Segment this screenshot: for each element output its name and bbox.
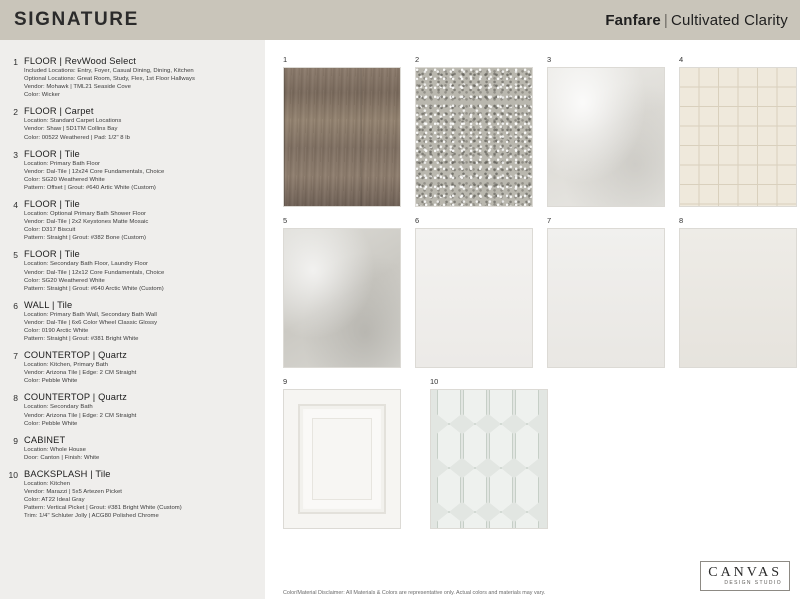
item-title: COUNTERTOP | Quartz: [24, 392, 127, 403]
disclaimer-text: Color/Material Disclaimer: All Materials & Colors are representative only. Actual colors and materials may vary.: [283, 590, 546, 596]
studio-logo: [700, 561, 790, 591]
sample-label: 4: [679, 55, 684, 64]
item-title: FLOOR | Carpet: [24, 106, 94, 117]
item-detail: Vendor: Dal-Tile | 12x24 Core Fundamentals, Choice: [24, 168, 165, 175]
item-detail: Pattern: Vertical Picket | Grout: #381 Bright White (Custom): [24, 505, 182, 512]
item-detail: Color: Wicker: [24, 92, 60, 99]
item-detail: Color: SG20 Weathered White: [24, 176, 105, 183]
item-number: 8: [13, 393, 18, 404]
item-detail: Pattern: Offset | Grout: #640 Artic White (Custom): [24, 184, 156, 191]
list-item: [8, 199, 255, 242]
cabinet-door-frame: [298, 404, 386, 514]
item-detail: Location: Whole House: [24, 446, 86, 453]
list-item: [8, 469, 255, 520]
swatch-cabinet-canton-white: [283, 389, 401, 529]
sample-9: [283, 377, 401, 529]
sample-label: 3: [547, 55, 552, 64]
collection-name: Fanfare: [605, 11, 661, 29]
collection-title: [605, 12, 788, 29]
item-detail: Location: Optional Primary Bath Shower Floor: [24, 211, 147, 218]
swatch-tile-weathered-white-12x12: [283, 228, 401, 368]
item-detail: Vendor: Dal-Tile | 12x12 Core Fundamentals, Choice: [24, 269, 165, 276]
item-detail: Vendor: Dal-Tile | 6x6 Color Wheel Classic Glossy: [24, 319, 158, 326]
sample-8: [679, 216, 797, 368]
item-title: WALL | Tile: [24, 299, 73, 310]
item-detail: Included Locations: Entry, Foyer, Casual Dining, Dining, Kitchen: [24, 68, 194, 74]
item-detail: Pattern: Straight | Grout: #382 Bone (Custom): [24, 235, 146, 242]
list-item: [8, 149, 255, 192]
list-item: [8, 56, 255, 99]
sample-10: [430, 377, 548, 529]
sample-label: 1: [283, 55, 288, 64]
list-item: [8, 249, 255, 292]
sample-label: 2: [415, 55, 420, 64]
list-item: [8, 350, 255, 385]
item-number: 9: [13, 435, 18, 446]
swatch-carpet-weathered: [415, 67, 533, 207]
item-detail: Location: Kitchen, Primary Bath: [24, 362, 109, 369]
sample-6: [415, 216, 533, 368]
list-item: [8, 392, 255, 427]
sample-3: [547, 55, 665, 207]
item-detail: Vendor: Marazzi | 5x5 Artezen Picket: [24, 489, 122, 495]
item-detail: Color: AT22 Ideal Gray: [24, 497, 85, 504]
item-number: 10: [8, 469, 18, 480]
item-number: 2: [13, 107, 18, 118]
selections-panel: [0, 40, 265, 599]
item-detail: Pattern: Straight | Grout: #640 Arctic White (Custom): [24, 285, 164, 292]
sample-5: [283, 216, 401, 368]
item-title: FLOOR | Tile: [24, 249, 80, 260]
item-title: BACKSPLASH | Tile: [24, 468, 111, 479]
item-detail: Color: 0190 Arctic White: [24, 327, 89, 334]
item-detail: Color: Pebble White: [24, 420, 78, 427]
item-detail: Location: Kitchen: [24, 480, 71, 487]
item-title: CABINET: [24, 434, 66, 445]
sample-label: 6: [415, 216, 420, 225]
item-number: 6: [13, 300, 18, 311]
item-detail: Location: Standard Carpet Locations: [24, 118, 122, 125]
sample-7: [547, 216, 665, 368]
swatch-mosaic-biscuit: [679, 67, 797, 207]
item-detail: Trim: 1/4" Schluter Jolly | ACG80 Polished Chrome: [24, 513, 159, 520]
swatch-quartz-pebble-white-secondary: [679, 228, 797, 368]
item-detail: Door: Canton | Finish: White: [24, 454, 100, 461]
item-number: 3: [13, 149, 18, 160]
sample-label: 10: [430, 377, 439, 386]
item-detail: Location: Secondary Bath Floor, Laundry Floor: [24, 261, 149, 268]
collection-subtitle: Cultivated Clarity: [671, 11, 788, 29]
item-detail: Location: Secondary Bath: [24, 404, 93, 411]
list-item: [8, 300, 255, 343]
swatch-revwood-wicker: [283, 67, 401, 207]
item-detail: Pattern: Straight | Grout: #381 Bright White: [24, 336, 139, 343]
item-detail: Vendor: Arizona Tile | Edge: 2 CM Straight: [24, 412, 137, 419]
list-item: [8, 435, 255, 462]
sample-label: 5: [283, 216, 288, 225]
swatch-quartz-pebble-white: [547, 228, 665, 368]
list-item: [8, 106, 255, 141]
item-title: FLOOR | Tile: [24, 148, 80, 159]
item-detail: Color: SG20 Weathered White: [24, 277, 105, 284]
item-detail: Color: Pebble White: [24, 378, 78, 385]
studio-logo-text: CANVAS: [708, 565, 782, 580]
sample-label: 9: [283, 377, 288, 386]
item-number: 4: [13, 200, 18, 211]
sample-2: [415, 55, 533, 207]
sample-label: 8: [679, 216, 684, 225]
item-detail: Vendor: Dal-Tile | 2x2 Keystones Matte Mosaic: [24, 219, 149, 226]
item-detail: Vendor: Mohawk | TML21 Seaside Cove: [24, 84, 131, 91]
item-detail: Vendor: Shaw | 5D1TM Collins Bay: [24, 126, 118, 133]
sample-4: [679, 55, 797, 207]
swatch-backsplash-artezen-picket: [430, 389, 548, 529]
swatch-tile-weathered-white-12x24: [547, 67, 665, 207]
item-number: 5: [13, 250, 18, 261]
item-title: COUNTERTOP | Quartz: [24, 350, 127, 361]
item-number: 7: [13, 351, 18, 362]
swatch-tile-arctic-white: [415, 228, 533, 368]
cabinet-door-graphic: [284, 390, 400, 528]
item-number: 1: [13, 57, 18, 67]
title-separator: |: [663, 11, 669, 29]
item-detail: Location: Primary Bath Wall, Secondary Bath Wall: [24, 311, 157, 318]
brand-title: SIGNATURE: [14, 9, 139, 30]
sample-1: [283, 55, 401, 207]
item-detail: Color: 00522 Weathered | Pad: 1/2" 8 lb: [24, 134, 130, 141]
item-detail: Vendor: Arizona Tile | Edge: 2 CM Straight: [24, 370, 137, 377]
cabinet-door-panel: [312, 418, 372, 500]
item-detail: Location: Primary Bath Floor: [24, 160, 101, 167]
page-header: [0, 0, 800, 40]
item-detail: Color: D317 Biscuit: [24, 227, 76, 234]
item-detail: Optional Locations: Great Room, Study, Flex, 1st Floor Hallways: [24, 76, 195, 83]
studio-logo-subtext: DESIGN STUDIO: [724, 580, 782, 586]
picket-tile-graphic: [431, 390, 547, 528]
item-title: FLOOR | Tile: [24, 199, 80, 210]
sample-label: 7: [547, 216, 552, 225]
item-title: FLOOR | RevWood Select: [24, 56, 136, 66]
